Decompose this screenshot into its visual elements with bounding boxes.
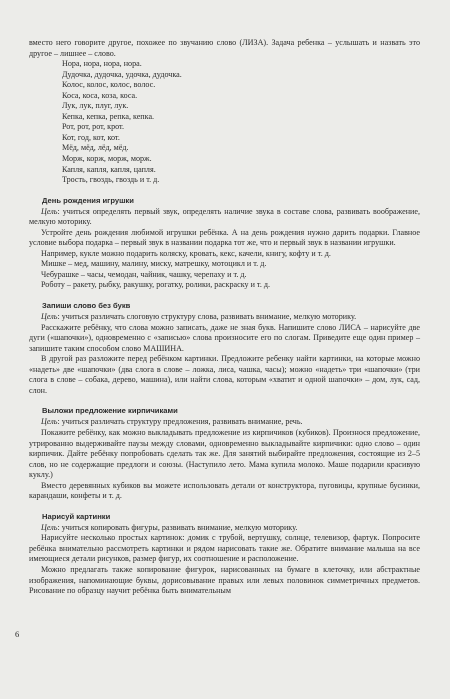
- section-paragraph: Чебурашке – часы, чемодан, чайник, чашку, черепаху и т. д.: [41, 269, 247, 279]
- goal-label: Цель: [41, 312, 58, 322]
- goal-label: Цель: [41, 522, 58, 532]
- section-write-word: [29, 301, 420, 396]
- word-list-item: Капля, капля, капля, цапля.: [62, 164, 156, 174]
- goal-text: : учиться различать структуру предложения, развивать внимание, речь.: [57, 417, 303, 427]
- section-paragraph: Роботу – ракету, рыбку, ракушку, рогатку, ролики, раскраску и т. д.: [41, 280, 271, 290]
- section-birthday: [29, 196, 420, 291]
- section-draw-pictures: [29, 512, 420, 597]
- goal-text: : учиться копировать фигуры, развивать внимание, мелкую моторику.: [57, 522, 298, 532]
- section-paragraph: Устройте день рождения любимой игрушки ребёнка. А на день рождения нужно дарить подарки. Главное условие выбора подарка – первый звук в названии подарка тот же, что и первый звук в названии игрушки.: [29, 227, 420, 248]
- goal-label: Цель: [41, 206, 58, 216]
- word-list-item: Нора, нора, нора, нора.: [62, 59, 142, 69]
- section-paragraph: Можно предлагать также копирование фигурок, нарисованных на бумаге в клеточку, или абстрактные изображения, напоминающие буквы, дорисовывание правых или левых половинок симметричных предметов. Рисование по образцу научит ребёнка быть внимательным: [29, 564, 420, 596]
- section-goal: [29, 207, 420, 228]
- word-list: [29, 59, 420, 186]
- word-list-item: Лук, лук, плуг, лук.: [62, 101, 129, 111]
- section-goal: [29, 312, 420, 323]
- section-paragraph: Например, кукле можно подарить коляску, кровать, кекс, качели, книгу, кофту и т. д.: [41, 248, 331, 258]
- section-paragraph: Вместо деревянных кубиков вы можете использовать детали от конструктора, пуговицы, крупные бусинки, карандаши, конфеты и т. д.: [29, 480, 420, 501]
- goal-text: : учиться различать слоговую структуру слова, развивать внимание, мелкую моторику.: [57, 312, 357, 322]
- word-list-item: Колос, колос, колос, волос.: [62, 80, 156, 90]
- word-list-item: Дудочка, дудочка, удочка, дудочка.: [62, 69, 182, 79]
- section-title: Запиши слово без букв: [42, 301, 131, 311]
- intro-paragraph: вместо него говорите другое, похожее по звучанию слово (ЛИЗА). Задача ребенка – услышать и назвать это другое – лишнее – слово.: [29, 38, 420, 58]
- word-list-item: Рот, рот, рот, крот.: [62, 122, 125, 132]
- section-goal: [29, 417, 420, 428]
- section-paragraph: Нарисуйте несколько простых картинок: домик с трубой, вертушку, солнце, телевизор, фартук. Попросите ребёнка внимательно рассмотреть картинки и рядом нарисовать такие же. Обратите внимание малыша на все имеющиеся детали рисунков, размер фигур, их соотношение и расположение.: [29, 533, 420, 564]
- word-list-item: Трость, гвоздь, гвоздь и т. д.: [62, 175, 160, 185]
- section-title: День рождения игрушки: [42, 195, 134, 205]
- page-number: 6: [15, 629, 20, 639]
- section-goal: [29, 523, 420, 534]
- goal-label: Цель: [41, 417, 58, 427]
- section-paragraph: Покажите ребёнку, как можно выкладывать предложение из кирпичиков (кубиков). Произнося предложение, утрированно выдерживайте паузы между словами, одновременно выкладывайте кирпичики: одно слово – один кирпичик. Дайте ребёнку попробовать сделать так же. Для занятий выбирайте предложения, состоящие из 2–5 слов, но не содержащие предлоги и союзы. (Наступило лето. Мама купила молоко. Маше подарили красивую куклу.): [29, 427, 420, 480]
- word-list-item: Морж, корж, морж, морж.: [62, 154, 152, 164]
- word-list-item: Кепка, кепка, репка, кепка.: [62, 111, 155, 121]
- goal-text: : учиться определять первый звук, определять наличие звука в составе слова, развивать воображение, мелкую моторику.: [29, 206, 420, 227]
- section-paragraph: Мишке – мед, машину, малину, миску, матрешку, мотоцикл и т. д.: [41, 259, 267, 269]
- section-bricks: [29, 406, 420, 501]
- word-list-item: Мёд, мёд, лёд, мёд.: [62, 143, 129, 153]
- word-list-item: Кот, год, кот, кот.: [62, 132, 120, 142]
- section-title: Нарисуй картинки: [42, 511, 111, 521]
- section-paragraph: В другой раз разложите перед ребёнком картинки. Предложите ребенку найти картинки, на которые можно «надеть» две «шапочки» (два слога в слове – ложка, лиса, чашка, часы); можно «надеть» три «шапочки» (три слога в слове – собака, дерево, машина), или найти слова, которым «хватит и одной шапочки» – дом, лук, сад, слон.: [29, 354, 420, 395]
- section-paragraph: Расскажите ребёнку, что слова можно записать, даже не зная букв. Напишите слово ЛИСА – нарисуйте две дуги («шапочки»), одновременно с «записью» слова произносите его по слогам. Приведите еще один пример – запишите таким способом слово МАШИНА.: [29, 322, 420, 353]
- section-title: Выложи предложение кирпичиками: [42, 406, 178, 416]
- word-list-item: Коса, коса, коза, коса.: [62, 90, 138, 100]
